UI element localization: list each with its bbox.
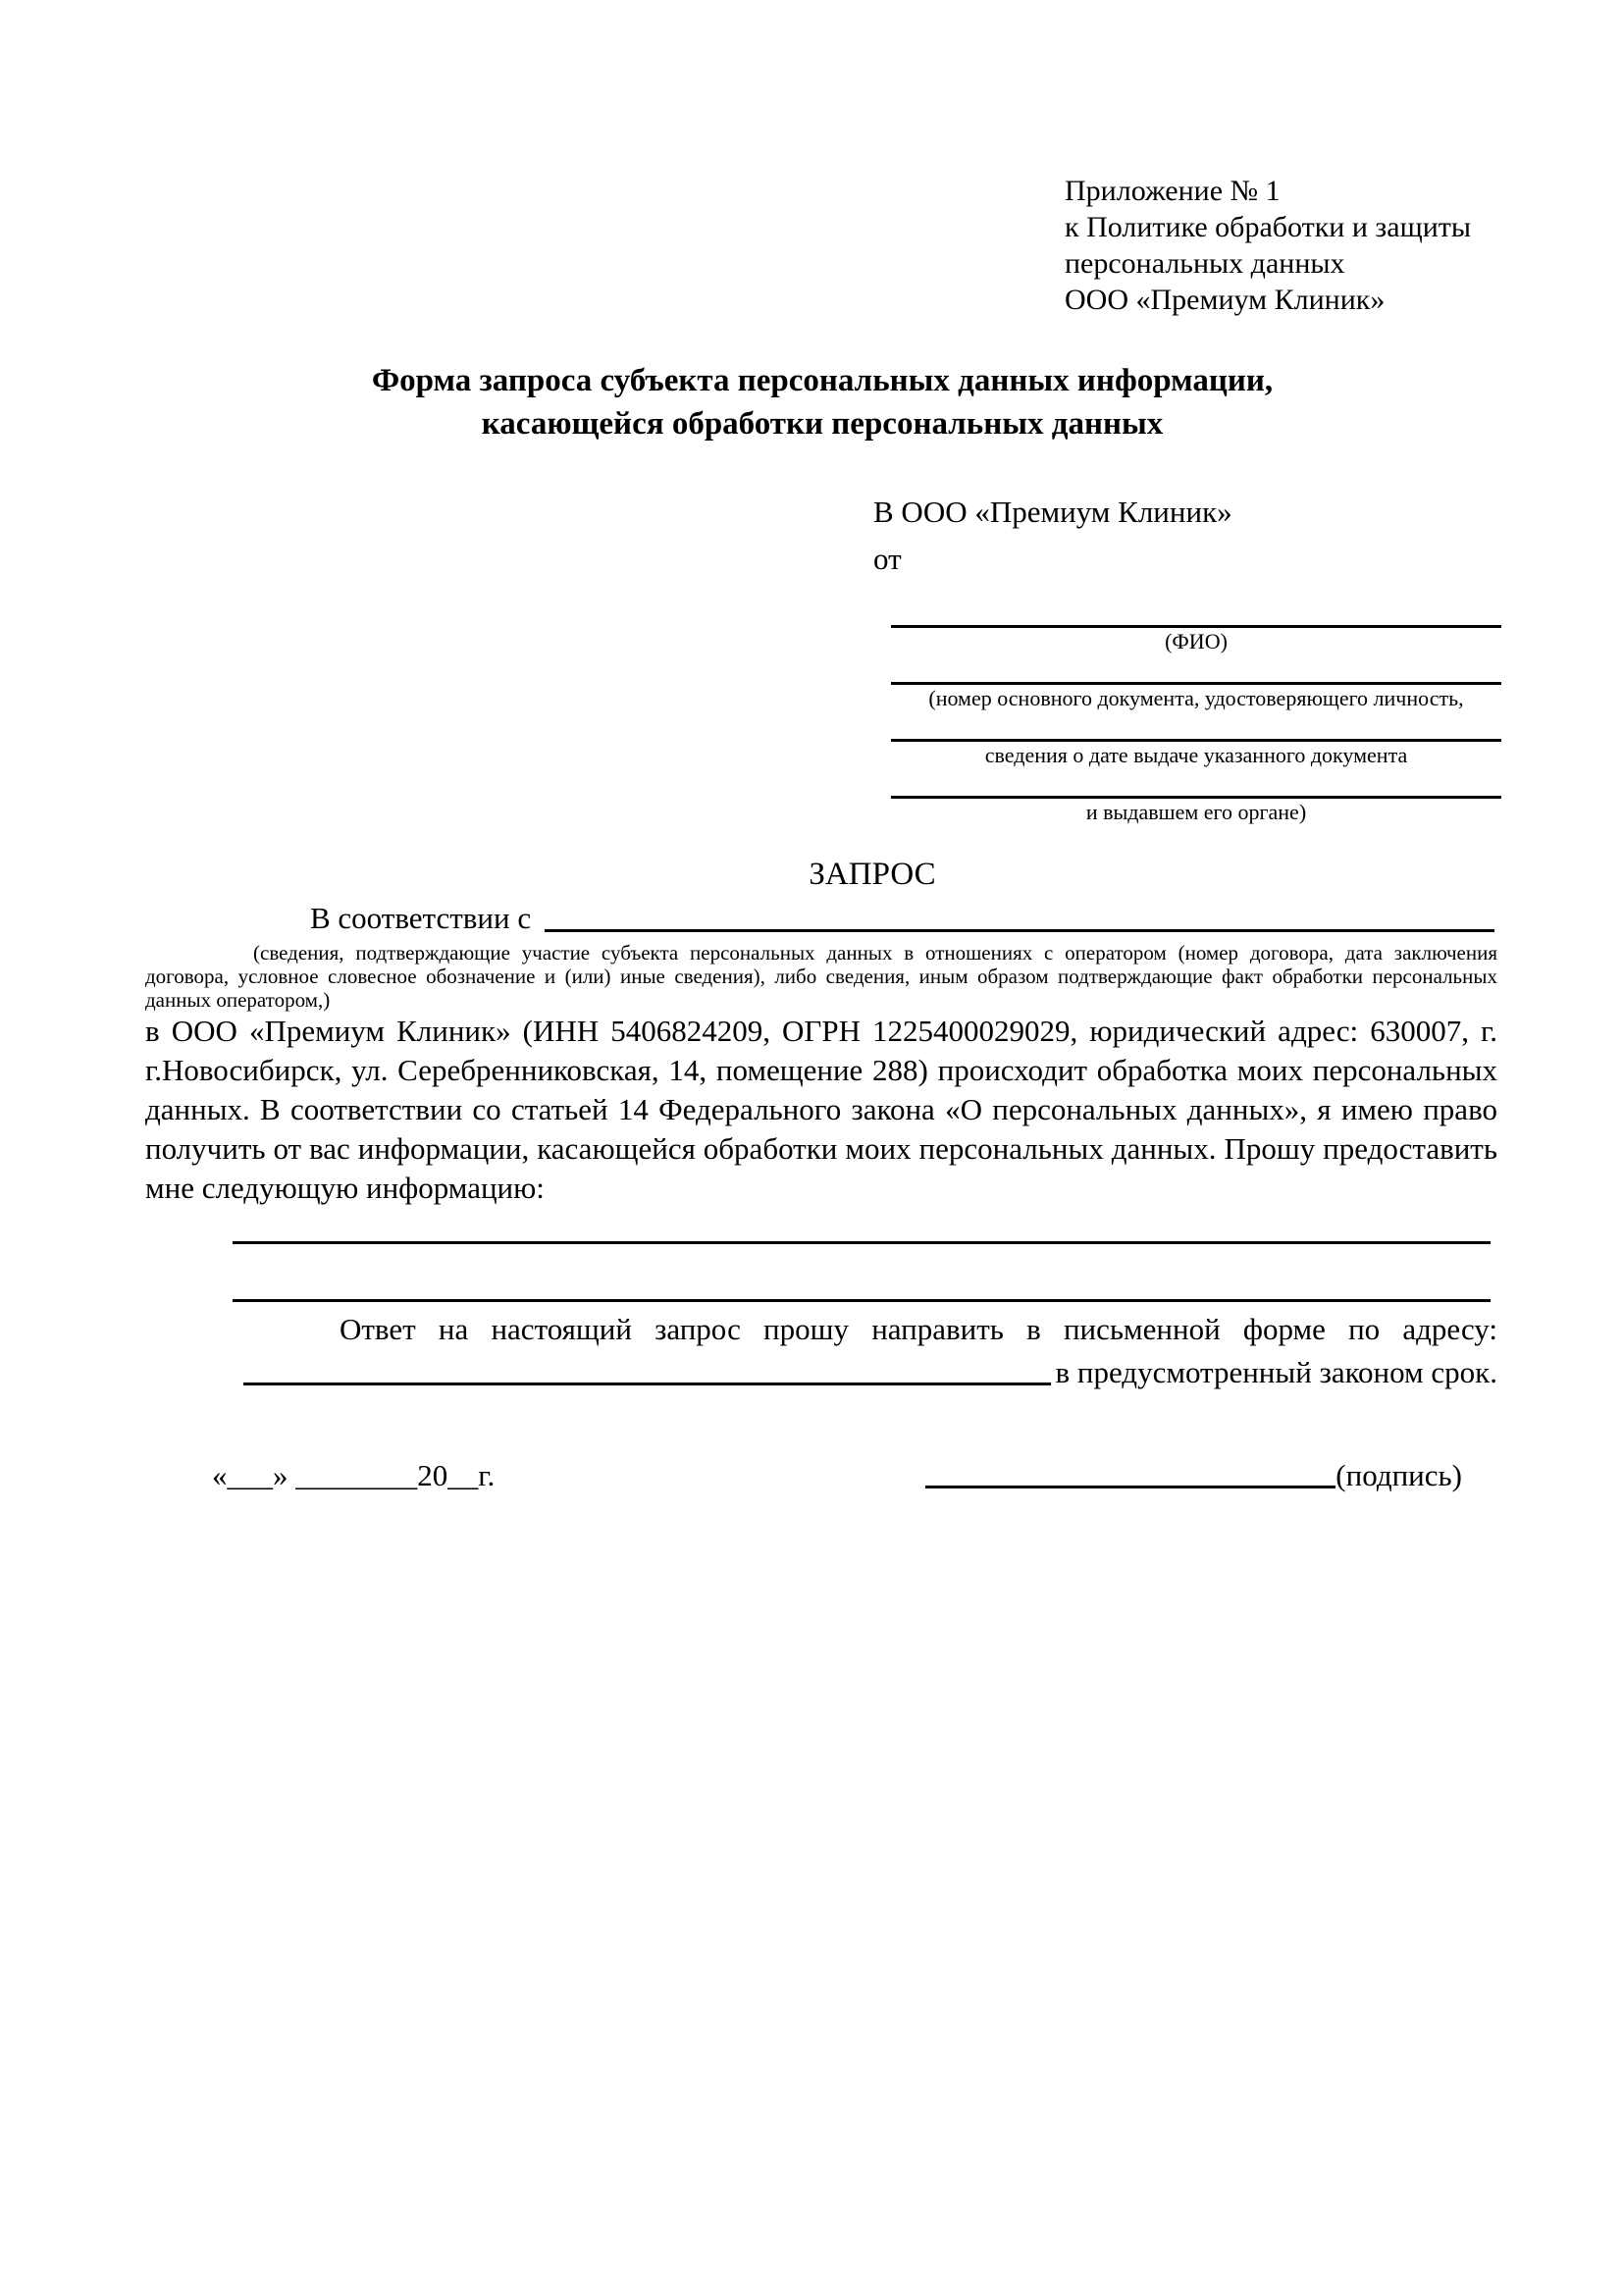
explanatory-note: (сведения, подтверждающие участие субъекта персональных данных в отношениях с оператором (номер договора, дата заключения договора, условное словесное обозначение и (или) иные сведения), либо сведения, иным образом подтверждающие факт обработки персональных данных оператором,) bbox=[145, 941, 1497, 1012]
issuing-authority-caption: и выдавшем его органе) bbox=[1085, 800, 1307, 824]
signature-fill-line bbox=[925, 1486, 1335, 1488]
issuing-authority-fill-line bbox=[891, 768, 1501, 799]
lead-label: В соответствии с bbox=[310, 901, 532, 935]
addressee-from-label: от bbox=[873, 542, 902, 576]
reply-line-2-suffix: в предусмотренный законом срок. bbox=[1055, 1355, 1497, 1389]
info-fill-line-2 bbox=[233, 1299, 1491, 1302]
request-heading: ЗАПРОС bbox=[809, 857, 936, 892]
id-document-fill-line bbox=[891, 654, 1501, 685]
appendix-note-line: к Политике обработки и защиты bbox=[1065, 211, 1472, 243]
reply-line-2 bbox=[145, 1349, 1497, 1392]
appendix-note-line: Приложение № 1 bbox=[1065, 175, 1281, 207]
addressee-to: В ООО «Премиум Клиник» bbox=[873, 495, 1232, 529]
reply-paragraph bbox=[145, 1309, 1497, 1392]
addressee-block bbox=[873, 492, 1501, 825]
appendix-note-line: ООО «Премиум Клиник» bbox=[1065, 284, 1386, 316]
signature-date-blank: «___» ________20__г. bbox=[212, 1458, 496, 1492]
field-issuing-authority bbox=[891, 768, 1501, 825]
request-body: в ООО «Премиум Клиник» (ИНН 5406824209, ОГРН 1225400029029, юридический адрес: 630007, г. г.Новосибирск, ул. Серебренниковская, 14, помещение 288) происходит обработка моих персональных данных. В соответствии со статьей 14 Федерального закона «О персональных данных», я имею право получить от вас информации, касающейся обработки моих персональных данных. Прошу предоставить мне следующую информацию: bbox=[145, 1014, 1497, 1205]
issue-date-caption: сведения о дате выдаче указанного документа bbox=[984, 743, 1408, 767]
field-issue-date bbox=[891, 711, 1501, 768]
appendix-note-line: персональных данных bbox=[1065, 247, 1345, 280]
issue-date-fill-line bbox=[891, 711, 1501, 742]
address-fill-line bbox=[243, 1383, 1051, 1385]
basis-fill-line bbox=[545, 929, 1494, 932]
id-document-caption: (номер основного документа, удостоверяющего личность, bbox=[928, 686, 1464, 710]
field-id-document bbox=[891, 654, 1501, 711]
signature-row bbox=[145, 1455, 1497, 1496]
document-title-line-2: касающейся обработки персональных данных bbox=[481, 406, 1164, 442]
info-fill-line-1 bbox=[233, 1241, 1491, 1244]
fio-fill-line bbox=[891, 580, 1501, 628]
document-title-line-1: Форма запроса субъекта персональных данных информации, bbox=[371, 363, 1274, 398]
signature-caption: (подпись) bbox=[1335, 1458, 1462, 1492]
fio-caption: (ФИО) bbox=[1165, 629, 1228, 653]
field-fio bbox=[891, 580, 1501, 654]
reply-line-1: Ответ на настоящий запрос прошу направить в письменной форме по адресу: bbox=[340, 1312, 1497, 1346]
document-title bbox=[145, 359, 1499, 445]
lead-line-row bbox=[145, 897, 1494, 938]
appendix-note bbox=[1065, 173, 1471, 318]
